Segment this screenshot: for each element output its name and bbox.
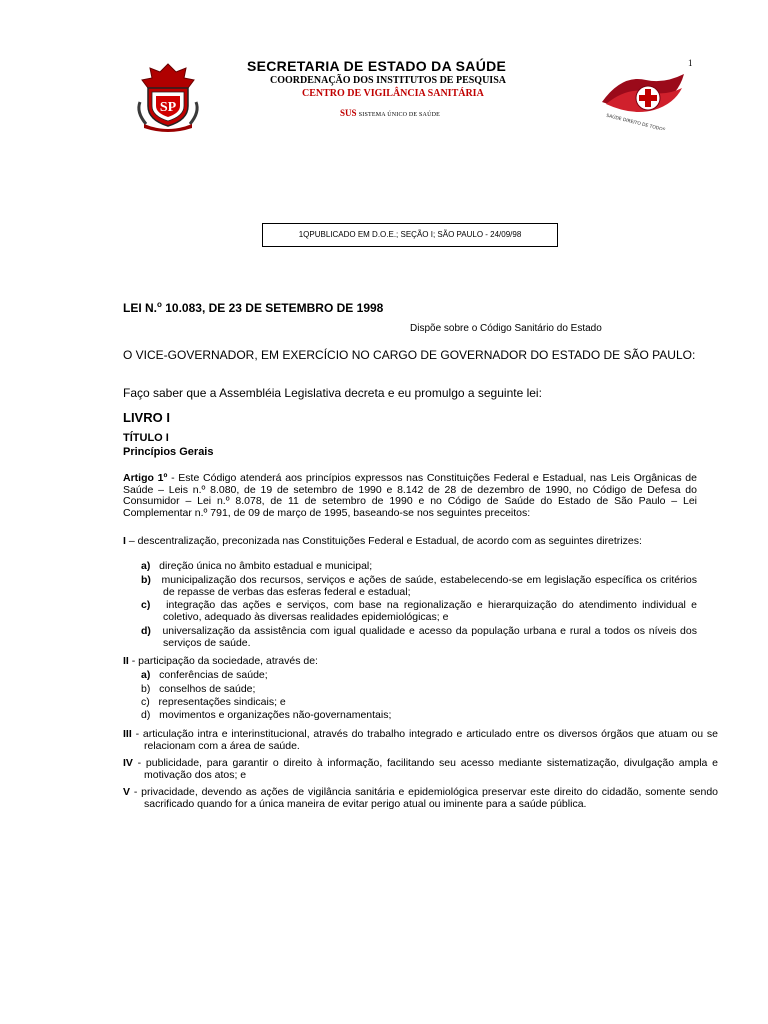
list-item: d) universalização da assistência com igual qualidade e acesso da população urbana e rural a todos os níveis dos serviços de saúde. bbox=[141, 625, 697, 649]
saude-direito-de-todos-logo bbox=[596, 68, 688, 130]
preamble: O VICE-GOVERNADOR, EM EXERCÍCIO NO CARGO DE GOVERNADOR DO ESTADO DE SÃO PAULO: bbox=[123, 348, 696, 362]
list-item: a) conferências de saúde; bbox=[141, 669, 268, 681]
law-title bbox=[123, 300, 383, 315]
sus-fullname: SISTEMA ÚNICO DE SAÚDE bbox=[358, 112, 441, 118]
law-title-prefix: LEI N. bbox=[123, 301, 158, 315]
inciso-ii-text: - participação da sociedade, através de: bbox=[128, 655, 318, 667]
inciso-ii bbox=[123, 656, 718, 668]
publication-box: 1QPUBLICADO EM D.O.E.; SEÇÃO I; SÃO PAULO - 24/09/98 bbox=[262, 223, 558, 247]
inciso-iii-text: - articulação intra e interinstitucional, através do trabalho integrado e articulado entre os diversos órgãos que atuam ou se relacionam com a área de saúde. bbox=[131, 728, 718, 752]
titulo-heading: TÍTULO I bbox=[123, 432, 169, 444]
law-title-ordinal: o bbox=[157, 300, 162, 309]
sus-abbreviation: SUS bbox=[340, 108, 357, 118]
law-ementa: Dispõe sobre o Código Sanitário do Estado bbox=[410, 323, 602, 334]
artigo-1-text: - Este Código atenderá aos princípios expressos nas Constituições Federal e Estadual, nas Leis Orgânicas de Saúde – Leis n.º 8.080, de 19 de setembro de 1990 e 8.142 de 28 de dezembro de 1990, no Código de Defesa do Consumidor – Lei n.º 8.078, de 11 de setembro de 1990 e no Código de Saúde do Estado de São Paulo – Lei Complementar n.º 791, de 09 de março de 1995, baseando-se nos seguintes preceitos: bbox=[123, 472, 697, 519]
inciso-iv-label: IV bbox=[123, 757, 133, 769]
livro-heading: LIVRO I bbox=[123, 410, 170, 425]
inciso-i-text: – descentralização, preconizada nas Constituições Federal e Estadual, de acordo com as seguintes diretrizes: bbox=[125, 535, 642, 547]
sus-line bbox=[340, 108, 440, 118]
list-item: a) direção única no âmbito estadual e municipal; bbox=[141, 560, 373, 572]
principios-heading: Princípios Gerais bbox=[123, 446, 214, 458]
secretariat-title: SECRETARIA DE ESTADO DA SAÚDE bbox=[247, 58, 507, 74]
inciso-iv bbox=[123, 758, 718, 781]
list-item: b) conselhos de saúde; bbox=[141, 683, 256, 695]
inciso-iv-text: - publicidade, para garantir o direito à informação, facilitando seu acesso mediante sistematização, divulgação ampla e motivação dos atos; e bbox=[132, 757, 718, 781]
inciso-iii-label: III bbox=[123, 728, 132, 740]
centro-vigilancia-subtitle: CENTRO DE VIGILÂNCIA SANITÁRIA bbox=[302, 88, 484, 99]
law-title-number-date: 10.083, DE 23 DE SETEMBRO DE 1998 bbox=[161, 301, 384, 315]
inciso-iii bbox=[123, 729, 718, 752]
inciso-v-label: V bbox=[123, 786, 131, 798]
list-item: b) municipalização dos recursos, serviços e ações de saúde, estabelecendo-se em legislação específica os critérios de repasse de verbas das esferas federal e estadual; bbox=[141, 574, 697, 598]
list-item: c) representações sindicais; e bbox=[141, 696, 286, 708]
coordination-subtitle: COORDENAÇÃO DOS INSTITUTOS DE PESQUISA bbox=[270, 75, 506, 86]
inciso-v-text: - privacidade, devendo as ações de vigilância sanitária e epidemiológica preservar este direito do cidadão, somente sendo sacrificado quando for a única maneira de evitar perigo atual ou iminente para a saúde pública. bbox=[130, 786, 718, 810]
inciso-i-label: I bbox=[123, 535, 126, 547]
inciso-i bbox=[123, 536, 718, 548]
svg-text:SAÚDE DIREITO DE TODOS: SAÚDE DIREITO DE TODOS bbox=[605, 113, 666, 130]
promulgation: Faço saber que a Assembléia Legislativa decreta e eu promulgo a seguinte lei: bbox=[123, 386, 542, 400]
list-item: d) movimentos e organizações não-governamentais; bbox=[141, 709, 392, 721]
svg-text:SP: SP bbox=[159, 100, 177, 115]
page-number: 1 bbox=[688, 58, 693, 68]
list-item: c) integração das ações e serviços, com base na regionalização e hierarquização do atendimento individual e coletivo, adequado às diversas realidades epidemiológicas; e bbox=[141, 599, 697, 623]
artigo-1-label: Artigo 1º bbox=[123, 472, 168, 484]
sao-paulo-coat-of-arms-logo bbox=[134, 62, 202, 132]
artigo-1 bbox=[123, 473, 697, 519]
inciso-v bbox=[123, 787, 718, 810]
inciso-ii-label: II bbox=[123, 655, 129, 667]
